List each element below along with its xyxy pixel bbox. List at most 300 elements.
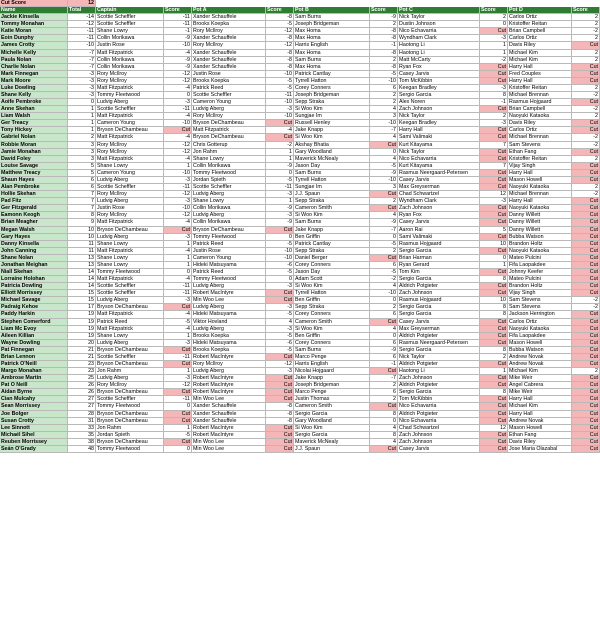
- cell-captain[interactable]: Ludvig Aberg: [96, 99, 164, 106]
- cell-pot-d-score[interactable]: 2: [572, 85, 600, 92]
- cell-pot-d[interactable]: Michael Kim: [508, 403, 572, 410]
- cell-pot-d[interactable]: Rasmus Hojgaard: [508, 99, 572, 106]
- cell-pot-c-score[interactable]: Cut: [480, 269, 508, 276]
- cell-pot-a-score[interactable]: -9: [266, 163, 294, 170]
- cell-total[interactable]: 21: [68, 347, 96, 354]
- cell-pot-b-score[interactable]: Cut: [370, 319, 398, 326]
- cell-captain-score[interactable]: Cut: [164, 389, 192, 396]
- cell-captain[interactable]: Rory McIlroy: [96, 142, 164, 149]
- cell-captain-score[interactable]: -11: [164, 283, 192, 290]
- cell-captain-score[interactable]: -4: [164, 311, 192, 318]
- cell-pot-b-score[interactable]: 2: [370, 92, 398, 99]
- cell-captain[interactable]: Jon Rahm: [96, 368, 164, 375]
- cell-pot-c-score[interactable]: 10: [480, 241, 508, 248]
- cell-pot-d-score[interactable]: -2: [572, 297, 600, 304]
- cell-pot-d[interactable]: Vijay Singh: [508, 163, 572, 170]
- cell-pot-b-score[interactable]: -5: [370, 163, 398, 170]
- cell-pot-a[interactable]: Ludvig Aberg: [192, 304, 266, 311]
- cell-pot-c[interactable]: Keegan Bradley: [398, 120, 480, 127]
- cell-pot-a[interactable]: Matt Fitzpatrick: [192, 127, 266, 134]
- cell-captain-score[interactable]: 0: [164, 403, 192, 410]
- cell-total[interactable]: 3: [68, 149, 96, 156]
- cell-pot-a-score[interactable]: 1: [266, 149, 294, 156]
- cell-captain[interactable]: Tommy Fleetwood: [96, 269, 164, 276]
- cell-captain-score[interactable]: -5: [164, 432, 192, 439]
- cell-pot-c-score[interactable]: 2: [480, 14, 508, 21]
- cell-pot-d[interactable]: Harry Hall: [508, 78, 572, 85]
- cell-captain-score[interactable]: -4: [164, 134, 192, 141]
- cell-total[interactable]: 21: [68, 354, 96, 361]
- cell-name[interactable]: Eoin Dunphy: [0, 35, 68, 42]
- cell-pot-b[interactable]: Joseph Bridgeman: [294, 21, 370, 28]
- cell-total[interactable]: 10: [68, 227, 96, 234]
- cell-pot-d[interactable]: Brandon Holtz: [508, 283, 572, 290]
- cell-pot-d[interactable]: Michael Kim: [508, 50, 572, 57]
- cell-pot-d-score[interactable]: -2: [572, 304, 600, 311]
- cell-captain-score[interactable]: Cut: [164, 227, 192, 234]
- cell-captain-score[interactable]: -4: [164, 156, 192, 163]
- cell-pot-c[interactable]: Wyndham Clark: [398, 198, 480, 205]
- cell-pot-b-score[interactable]: 4: [370, 212, 398, 219]
- cell-pot-c-score[interactable]: Cut: [480, 205, 508, 212]
- cell-name[interactable]: Lorraine Holohan: [0, 276, 68, 283]
- cell-pot-d[interactable]: Naoyuki Kataoka: [508, 205, 572, 212]
- cell-pot-b[interactable]: Max Homa: [294, 50, 370, 57]
- cell-pot-d[interactable]: Danny Willett: [508, 219, 572, 226]
- cell-pot-b[interactable]: Patrick Cantlay: [294, 241, 370, 248]
- cell-total[interactable]: 20: [68, 340, 96, 347]
- cell-pot-d[interactable]: Brandon Holtz: [508, 241, 572, 248]
- cell-pot-b-score[interactable]: -10: [370, 120, 398, 127]
- cell-pot-a[interactable]: Robert MacIntyre: [192, 432, 266, 439]
- cell-pot-c[interactable]: Max Greyserman: [398, 184, 480, 191]
- cell-captain-score[interactable]: -12: [164, 78, 192, 85]
- cell-pot-d[interactable]: Ethan Fang: [508, 149, 572, 156]
- cell-pot-b[interactable]: Cameron Smith: [294, 319, 370, 326]
- cell-pot-d-score[interactable]: Cut: [572, 418, 600, 425]
- header-pot-a-score[interactable]: Score: [266, 7, 294, 14]
- cell-pot-a[interactable]: Rory McIlroy: [192, 42, 266, 49]
- cell-pot-b-score[interactable]: -2: [370, 276, 398, 283]
- cell-pot-b-score[interactable]: -10: [370, 177, 398, 184]
- cell-pot-c-score[interactable]: Cut: [480, 411, 508, 418]
- cell-pot-c[interactable]: Nico Echavarria: [398, 403, 480, 410]
- cell-pot-a-score[interactable]: Cut: [266, 425, 294, 432]
- cell-total[interactable]: -3: [68, 85, 96, 92]
- cell-name[interactable]: Charlie Nolan: [0, 64, 68, 71]
- cell-pot-b-score[interactable]: -5: [370, 71, 398, 78]
- cell-total[interactable]: 19: [68, 319, 96, 326]
- cell-pot-b-score[interactable]: 0: [370, 149, 398, 156]
- cell-pot-a-score[interactable]: -5: [266, 241, 294, 248]
- cell-pot-b[interactable]: Joseph Bridgeman: [294, 382, 370, 389]
- cell-captain-score[interactable]: 0: [164, 269, 192, 276]
- cell-pot-a-score[interactable]: -3: [266, 304, 294, 311]
- cell-captain[interactable]: Collin Morikawa: [96, 57, 164, 64]
- cell-captain[interactable]: Jon Rahm: [96, 425, 164, 432]
- cell-pot-c-score[interactable]: 1: [480, 262, 508, 269]
- cell-total[interactable]: 13: [68, 255, 96, 262]
- cell-pot-c[interactable]: Haotong Li: [398, 50, 480, 57]
- cell-pot-d-score[interactable]: Cut: [572, 411, 600, 418]
- cell-pot-d[interactable]: Harry Hall: [508, 170, 572, 177]
- cell-pot-c[interactable]: Aldrich Potgieter: [398, 283, 480, 290]
- cell-name[interactable]: Shane Kelly: [0, 92, 68, 99]
- cell-captain[interactable]: Matt Fitzpatrick: [96, 134, 164, 141]
- cell-pot-d-score[interactable]: Cut: [572, 290, 600, 297]
- cell-total[interactable]: 3: [68, 156, 96, 163]
- cell-pot-d[interactable]: Mateo Pulcini: [508, 255, 572, 262]
- cell-pot-d[interactable]: Kristoffer Reitan: [508, 21, 572, 28]
- cell-captain[interactable]: Shane Lowry: [96, 262, 164, 269]
- cell-total[interactable]: 23: [68, 361, 96, 368]
- cell-captain[interactable]: Bryson DeChambeau: [96, 418, 164, 425]
- cell-pot-d-score[interactable]: Cut: [572, 311, 600, 318]
- cell-captain-score[interactable]: -12: [164, 382, 192, 389]
- cell-captain[interactable]: Matt Fitzpatrick: [96, 276, 164, 283]
- cell-captain[interactable]: Shane Lowry: [96, 241, 164, 248]
- cell-pot-c[interactable]: Nick Taylor: [398, 14, 480, 21]
- cell-pot-a-score[interactable]: Cut: [266, 439, 294, 446]
- cell-pot-c-score[interactable]: -3: [480, 198, 508, 205]
- cell-pot-d[interactable]: Bubba Watson: [508, 234, 572, 241]
- cell-total[interactable]: 23: [68, 368, 96, 375]
- cell-name[interactable]: Matthew Treacy: [0, 170, 68, 177]
- cell-pot-d-score[interactable]: 2: [572, 113, 600, 120]
- cell-pot-a[interactable]: Robert MacIntyre: [192, 389, 266, 396]
- cell-captain[interactable]: Matt Fitzpatrick: [96, 156, 164, 163]
- cell-pot-a-score[interactable]: -8: [266, 14, 294, 21]
- cell-pot-d-score[interactable]: Cut: [572, 333, 600, 340]
- cell-captain-score[interactable]: -11: [164, 290, 192, 297]
- cell-pot-d[interactable]: Mason Howell: [508, 340, 572, 347]
- cell-captain-score[interactable]: -3: [164, 234, 192, 241]
- cell-pot-a-score[interactable]: -3: [266, 212, 294, 219]
- cell-pot-d[interactable]: Davis Riley: [508, 120, 572, 127]
- cell-name[interactable]: Elliott Morrissey: [0, 290, 68, 297]
- cell-pot-b-score[interactable]: -1: [370, 361, 398, 368]
- cell-pot-c-score[interactable]: 5: [480, 227, 508, 234]
- cell-total[interactable]: 1: [68, 106, 96, 113]
- cell-captain-score[interactable]: Cut: [164, 304, 192, 311]
- cell-pot-b-score[interactable]: 0: [370, 234, 398, 241]
- cell-pot-b[interactable]: J.J. Spaun: [294, 446, 370, 453]
- cell-pot-a-score[interactable]: -10: [266, 248, 294, 255]
- cell-pot-b-score[interactable]: 4: [370, 134, 398, 141]
- cell-name[interactable]: Ger Fitzgerald: [0, 205, 68, 212]
- header-name[interactable]: Name: [0, 7, 68, 14]
- cell-pot-d[interactable]: Jackson Herrington: [508, 311, 572, 318]
- cell-pot-a-score[interactable]: -9: [266, 219, 294, 226]
- cell-total[interactable]: 17: [68, 304, 96, 311]
- cell-captain-score[interactable]: -3: [164, 198, 192, 205]
- cell-pot-a-score[interactable]: -5: [266, 21, 294, 28]
- cell-pot-b-score[interactable]: -8: [370, 28, 398, 35]
- cell-pot-c-score[interactable]: Cut: [480, 340, 508, 347]
- cell-pot-a-score[interactable]: -3: [266, 283, 294, 290]
- cell-pot-b[interactable]: Patrick Cantlay: [294, 71, 370, 78]
- cell-name[interactable]: Paula Nolan: [0, 57, 68, 64]
- cell-pot-d-score[interactable]: Cut: [572, 248, 600, 255]
- cell-pot-d-score[interactable]: 2: [572, 368, 600, 375]
- cell-pot-c-score[interactable]: 1: [480, 368, 508, 375]
- cell-pot-b[interactable]: Nicolai Hojgaard: [294, 368, 370, 375]
- cell-pot-c[interactable]: Aldrich Potgieter: [398, 361, 480, 368]
- cell-pot-c[interactable]: Aldrich Potgieter: [398, 333, 480, 340]
- cell-captain-score[interactable]: -3: [164, 297, 192, 304]
- cell-pot-c[interactable]: Zach Johnson: [398, 106, 480, 113]
- cell-pot-a[interactable]: Chris Gotterup: [192, 142, 266, 149]
- cell-pot-d-score[interactable]: Cut: [572, 64, 600, 71]
- cell-total[interactable]: 15: [68, 290, 96, 297]
- cell-pot-d-score[interactable]: Cut: [572, 326, 600, 333]
- cell-captain[interactable]: Bryson DeChambeau: [96, 411, 164, 418]
- cell-pot-b[interactable]: Sepp Straka: [294, 304, 370, 311]
- cell-pot-c[interactable]: Chad Schwartzel: [398, 425, 480, 432]
- cell-pot-d-score[interactable]: Cut: [572, 382, 600, 389]
- cell-pot-b-score[interactable]: 2: [370, 248, 398, 255]
- cell-captain[interactable]: Scottie Scheffler: [96, 184, 164, 191]
- cell-pot-a-score[interactable]: Cut: [266, 389, 294, 396]
- cell-pot-c-score[interactable]: Cut: [480, 78, 508, 85]
- cell-pot-d-score[interactable]: Cut: [572, 149, 600, 156]
- cell-pot-b-score[interactable]: 2: [370, 21, 398, 28]
- cell-pot-b-score[interactable]: -9: [370, 14, 398, 21]
- cell-pot-d[interactable]: Johnny Keefer: [508, 269, 572, 276]
- cell-pot-a-score[interactable]: Cut: [266, 396, 294, 403]
- cell-pot-a-score[interactable]: -12: [266, 28, 294, 35]
- cell-pot-c-score[interactable]: 8: [480, 304, 508, 311]
- cell-pot-b[interactable]: Sam Burns: [294, 57, 370, 64]
- cell-name[interactable]: Patricia Dowling: [0, 283, 68, 290]
- cell-pot-c-score[interactable]: 1: [480, 50, 508, 57]
- cell-pot-d[interactable]: Naoyuki Kataoka: [508, 113, 572, 120]
- cell-pot-c-score[interactable]: 8: [480, 92, 508, 99]
- cell-pot-b[interactable]: Adam Scott: [294, 276, 370, 283]
- cell-pot-a[interactable]: Tommy Fleetwood: [192, 276, 266, 283]
- cell-total[interactable]: 48: [68, 446, 96, 453]
- cell-total[interactable]: -3: [68, 92, 96, 99]
- cell-captain[interactable]: Collin Morikawa: [96, 35, 164, 42]
- cell-pot-c[interactable]: Tom Kim: [398, 269, 480, 276]
- cell-captain[interactable]: Ludvig Aberg: [96, 340, 164, 347]
- cell-pot-d[interactable]: Sam Stevens: [508, 297, 572, 304]
- cell-captain[interactable]: Scottie Scheffler: [96, 290, 164, 297]
- cell-pot-c[interactable]: Sergio Garcia: [398, 276, 480, 283]
- cell-total[interactable]: 14: [68, 283, 96, 290]
- cell-pot-b[interactable]: Jason Day: [294, 269, 370, 276]
- cell-captain-score[interactable]: -4: [164, 248, 192, 255]
- cell-name[interactable]: Ambrose Martin: [0, 375, 68, 382]
- cell-pot-d-score[interactable]: Cut: [572, 99, 600, 106]
- cell-pot-b-score[interactable]: Cut: [370, 255, 398, 262]
- cell-pot-b[interactable]: Jake Knapp: [294, 227, 370, 234]
- cell-pot-b-score[interactable]: -5: [370, 241, 398, 248]
- cell-captain-score[interactable]: -3: [164, 375, 192, 382]
- cell-captain-score[interactable]: -12: [164, 212, 192, 219]
- header-pot-b[interactable]: Pot B: [294, 7, 370, 14]
- cell-captain[interactable]: Rory McIlroy: [96, 382, 164, 389]
- cell-pot-c-score[interactable]: 8: [480, 276, 508, 283]
- cell-pot-c[interactable]: Sergio Garcia: [398, 347, 480, 354]
- cell-name[interactable]: Megan Walsh: [0, 227, 68, 234]
- cell-pot-a[interactable]: Robert MacIntyre: [192, 354, 266, 361]
- cell-pot-a-score[interactable]: Cut: [266, 354, 294, 361]
- cell-name[interactable]: Brian Lennon: [0, 354, 68, 361]
- cell-pot-d-score[interactable]: Cut: [572, 403, 600, 410]
- cell-pot-b-score[interactable]: Cut: [370, 403, 398, 410]
- cell-pot-c-score[interactable]: -1: [480, 99, 508, 106]
- cell-pot-d[interactable]: Mateo Pulcini: [508, 276, 572, 283]
- cell-pot-a-score[interactable]: -5: [266, 85, 294, 92]
- cell-captain-score[interactable]: -10: [164, 42, 192, 49]
- cell-pot-d-score[interactable]: Cut: [572, 71, 600, 78]
- cell-pot-b-score[interactable]: -5: [370, 269, 398, 276]
- cell-captain[interactable]: Tommy Fleetwood: [96, 403, 164, 410]
- cell-pot-b-score[interactable]: 2: [370, 396, 398, 403]
- cell-pot-b[interactable]: Joseph Bridgeman: [294, 92, 370, 99]
- cell-pot-c[interactable]: Chad Schwartzel: [398, 191, 480, 198]
- cell-pot-d-score[interactable]: Cut: [572, 446, 600, 453]
- cell-total[interactable]: 14: [68, 276, 96, 283]
- cell-pot-a[interactable]: Scottie Scheffler: [192, 92, 266, 99]
- cell-pot-a[interactable]: Brooks Koepka: [192, 333, 266, 340]
- cell-pot-d[interactable]: Naoyuki Kataoka: [508, 248, 572, 255]
- cell-pot-a[interactable]: Justin Rose: [192, 71, 266, 78]
- cell-pot-d-score[interactable]: Cut: [572, 42, 600, 49]
- cell-pot-a[interactable]: Shane Lowry: [192, 198, 266, 205]
- cell-pot-c[interactable]: Nico Echavarria: [398, 28, 480, 35]
- cell-pot-c[interactable]: Sergio Garcia: [398, 389, 480, 396]
- cell-pot-c[interactable]: Zach Johnson: [398, 290, 480, 297]
- cell-name[interactable]: James Crotty: [0, 42, 68, 49]
- cell-captain-score[interactable]: -11: [164, 396, 192, 403]
- cell-pot-c-score[interactable]: Cut: [480, 333, 508, 340]
- cell-pot-c-score[interactable]: 1: [480, 42, 508, 49]
- cell-pot-c-score[interactable]: 0: [480, 21, 508, 28]
- header-pot-b-score[interactable]: Score: [370, 7, 398, 14]
- cell-pot-a[interactable]: Ludvig Aberg: [192, 106, 266, 113]
- cell-name[interactable]: Liam Mc Evoy: [0, 326, 68, 333]
- cell-pot-d[interactable]: Andrew Novak: [508, 361, 572, 368]
- cell-pot-d[interactable]: Davis Riley: [508, 439, 572, 446]
- cell-pot-a[interactable]: Shane Lowry: [192, 156, 266, 163]
- cell-captain-score[interactable]: Cut: [164, 361, 192, 368]
- cell-pot-c-score[interactable]: Cut: [480, 71, 508, 78]
- cell-pot-c[interactable]: Zach Johnson: [398, 432, 480, 439]
- cell-pot-b-score[interactable]: -7: [370, 227, 398, 234]
- cell-pot-d-score[interactable]: Cut: [572, 396, 600, 403]
- cell-captain-score[interactable]: -11: [164, 106, 192, 113]
- cell-pot-b-score[interactable]: 6: [370, 262, 398, 269]
- cell-captain-score[interactable]: -10: [164, 205, 192, 212]
- cell-pot-c[interactable]: Ryan Gerard: [398, 262, 480, 269]
- cell-captain[interactable]: Rory McIlroy: [96, 212, 164, 219]
- cell-pot-b-score[interactable]: -7: [370, 375, 398, 382]
- cell-pot-a-score[interactable]: -5: [266, 347, 294, 354]
- cell-pot-a[interactable]: Jon Rahm: [192, 149, 266, 156]
- cell-total[interactable]: 9: [68, 219, 96, 226]
- cell-total[interactable]: 28: [68, 411, 96, 418]
- cell-pot-d[interactable]: Michael Kim: [508, 368, 572, 375]
- cell-captain-score[interactable]: -11: [164, 354, 192, 361]
- cell-pot-a-score[interactable]: -10: [266, 255, 294, 262]
- cell-total[interactable]: 26: [68, 389, 96, 396]
- cell-pot-d[interactable]: Michael Kim: [508, 57, 572, 64]
- cell-pot-a-score[interactable]: Cut: [266, 446, 294, 453]
- cell-name[interactable]: Jamie Monahan: [0, 149, 68, 156]
- cell-pot-b-score[interactable]: 4: [370, 156, 398, 163]
- cell-total[interactable]: -11: [68, 35, 96, 42]
- cell-pot-c[interactable]: Nico Echavarria: [398, 156, 480, 163]
- cell-captain-score[interactable]: -10: [164, 120, 192, 127]
- cell-pot-a[interactable]: Ludvig Aberg: [192, 326, 266, 333]
- cell-name[interactable]: Shaun Hayes: [0, 177, 68, 184]
- cell-pot-a[interactable]: Scottie Scheffler: [192, 184, 266, 191]
- cell-pot-a[interactable]: Ludvig Aberg: [192, 368, 266, 375]
- cell-captain[interactable]: Cameron Young: [96, 120, 164, 127]
- cell-captain[interactable]: Ludvig Aberg: [96, 297, 164, 304]
- cell-pot-a-score[interactable]: -8: [266, 57, 294, 64]
- cell-name[interactable]: Wayne Dowling: [0, 340, 68, 347]
- cell-pot-b[interactable]: Gary Woodland: [294, 418, 370, 425]
- cell-pot-a-score[interactable]: -6: [266, 262, 294, 269]
- cell-pot-d-score[interactable]: Cut: [572, 177, 600, 184]
- cell-pot-d[interactable]: Sam Stevens: [508, 142, 572, 149]
- cell-pot-a-score[interactable]: -9: [266, 205, 294, 212]
- cell-pot-d[interactable]: Kristoffer Reitan: [508, 156, 572, 163]
- cell-captain[interactable]: Scottie Scheffler: [96, 21, 164, 28]
- cell-captain[interactable]: Tommy Fleetwood: [96, 92, 164, 99]
- cell-pot-b[interactable]: Si Woo Kim: [294, 106, 370, 113]
- cell-pot-a[interactable]: Tommy Fleetwood: [192, 234, 266, 241]
- cell-total[interactable]: 11: [68, 248, 96, 255]
- cell-pot-a-score[interactable]: 0: [266, 170, 294, 177]
- cell-captain[interactable]: Shane Lowry: [96, 333, 164, 340]
- cell-total[interactable]: 1: [68, 127, 96, 134]
- cell-total[interactable]: 33: [68, 425, 96, 432]
- cell-captain-score[interactable]: -4: [164, 50, 192, 57]
- cell-name[interactable]: Joe Bolger: [0, 411, 68, 418]
- header-pot-a[interactable]: Pot A: [192, 7, 266, 14]
- cell-pot-b-score[interactable]: 2: [370, 57, 398, 64]
- cell-pot-b[interactable]: Sam Burns: [294, 347, 370, 354]
- cell-captain-score[interactable]: 0: [164, 446, 192, 453]
- cell-name[interactable]: Michael Savage: [0, 297, 68, 304]
- cell-pot-c-score[interactable]: Cut: [480, 290, 508, 297]
- cell-total[interactable]: -10: [68, 42, 96, 49]
- cell-pot-a[interactable]: Viktor Hovland: [192, 319, 266, 326]
- cell-pot-b-score[interactable]: 6: [370, 354, 398, 361]
- cell-pot-b-score[interactable]: Cut: [370, 446, 398, 453]
- cell-captain[interactable]: Rory McIlroy: [96, 191, 164, 198]
- cell-pot-c[interactable]: Haotong Li: [398, 42, 480, 49]
- cell-pot-c[interactable]: Alex Noren: [398, 99, 480, 106]
- cell-pot-b[interactable]: Russell Henley: [294, 120, 370, 127]
- cell-pot-d[interactable]: Ethan Fang: [508, 432, 572, 439]
- cell-total[interactable]: 7: [68, 191, 96, 198]
- cell-pot-d-score[interactable]: Cut: [572, 241, 600, 248]
- cell-captain-score[interactable]: 0: [164, 92, 192, 99]
- cell-pot-b-score[interactable]: 2: [370, 198, 398, 205]
- cell-pot-b[interactable]: Daniel Berger: [294, 255, 370, 262]
- cell-pot-b-score[interactable]: -10: [370, 78, 398, 85]
- cell-pot-c[interactable]: Tom McKibbin: [398, 396, 480, 403]
- cell-pot-c[interactable]: Rasmus Neergaard-Petersen: [398, 170, 480, 177]
- cell-pot-b-score[interactable]: 4: [370, 326, 398, 333]
- cell-pot-a[interactable]: Robert MacIntyre: [192, 382, 266, 389]
- cell-pot-b[interactable]: Maverick McNealy: [294, 156, 370, 163]
